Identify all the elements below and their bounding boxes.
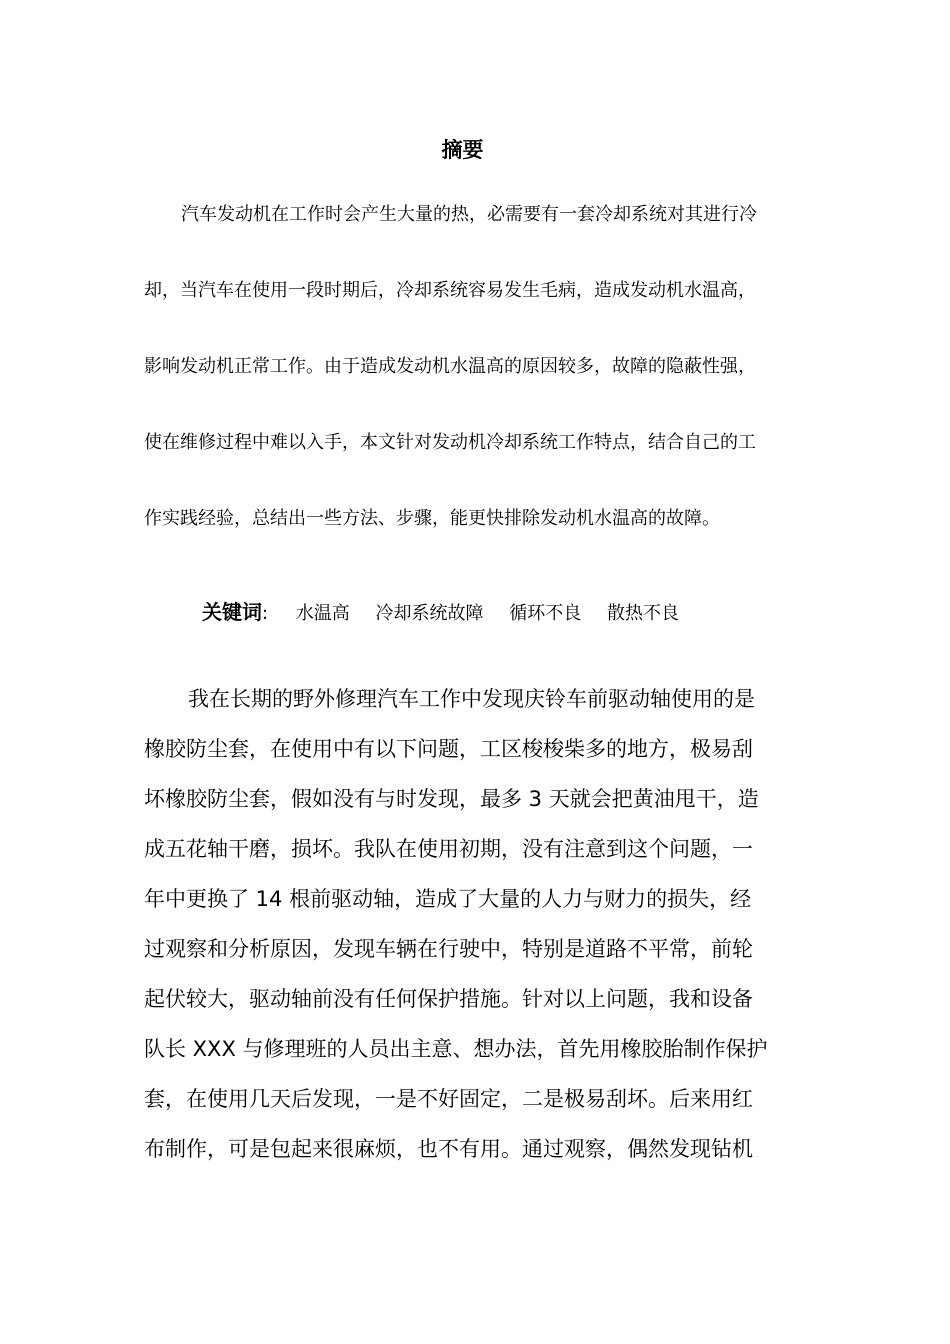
abstract-line: 汽车发动机在工作时会产生大量的热，必需要有一套冷却系统对其进行冷 <box>181 204 757 225</box>
body-line: 年中更换了 14 根前驱动轴，造成了大量的人力与财力的损失，经 <box>144 887 752 911</box>
body-line: 布制作，可是包起来很麻烦，也不有用。通过观察，偶然发现钻机 <box>144 1137 753 1161</box>
body-line: 我在长期的野外修理汽车工作中发现庆铃车前驱动轴使用的是 <box>188 687 755 711</box>
keyword-item: 散热不良 <box>607 603 680 624</box>
body-paragraph <box>144 682 809 1182</box>
abstract-line: 影响发动机正常工作。由于造成发动机水温高的原因较多，故障的隐蔽性强， <box>144 356 756 377</box>
body-line: 橡胶防尘套，在使用中有以下问题，工区梭梭柴多的地方，极易刮 <box>144 737 753 761</box>
body-line: 坏橡胶防尘套，假如没有与时发现，最多 3 天就会把黄油甩干，造 <box>144 787 759 811</box>
abstract-line: 使在维修过程中难以入手，本文针对发动机冷却系统工作特点，结合自己的工 <box>144 432 756 453</box>
abstract-line: 却，当汽车在使用一段时期后，冷却系统容易发生毛病，造成发动机水温高， <box>144 280 756 301</box>
body-line: 起伏较大，驱动轴前没有任何保护措施。针对以上问题，我和设备 <box>144 987 753 1011</box>
keyword-item: 水温高 <box>295 603 350 624</box>
abstract-title: 摘要 <box>441 138 484 162</box>
keyword-item: 循环不良 <box>509 603 582 624</box>
abstract-line: 作实践经验，总结出一些方法、步骤，能更快排除发动机水温高的故障。 <box>144 508 720 529</box>
abstract-paragraph <box>144 200 809 580</box>
body-line: 队长 XXX 与修理班的人员出主意、想办法，首先用橡胶胎制作保护 <box>144 1037 768 1061</box>
body-line: 套，在使用几天后发现，一是不好固定，二是极易刮坏。后来用红 <box>144 1087 753 1111</box>
body-line: 过观察和分析原因，发现车辆在行驶中，特别是道路不平常，前轮 <box>144 937 753 961</box>
keyword-item: 冷却系统故障 <box>375 603 484 624</box>
keywords-label: 关键词 <box>202 600 262 624</box>
body-line: 成五花轴干磨，损坏。我队在使用初期，没有注意到这个问题，一 <box>144 837 753 861</box>
keywords-line <box>202 597 699 627</box>
keywords-colon: : <box>262 603 269 624</box>
